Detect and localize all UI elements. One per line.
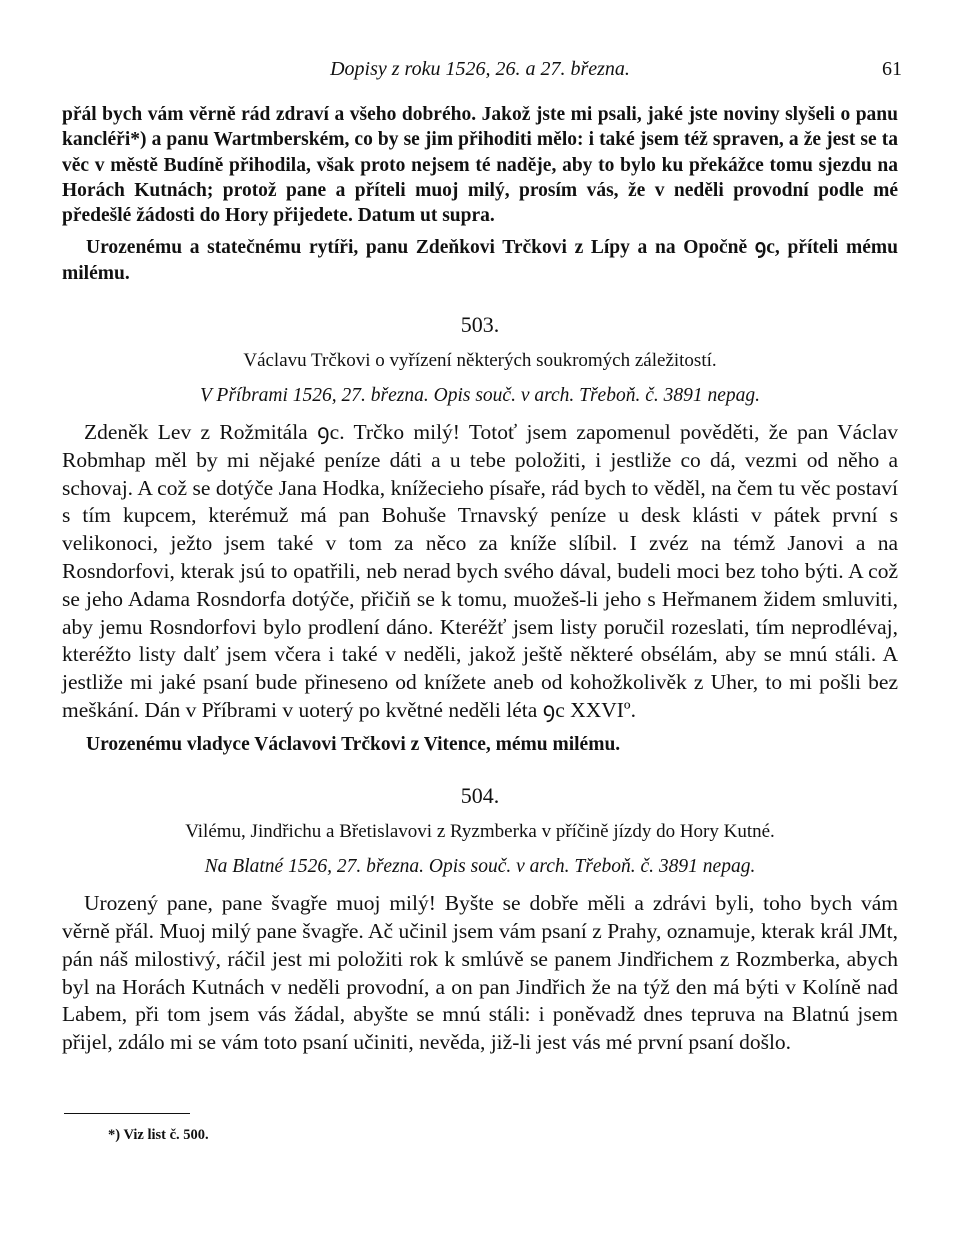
running-title: Dopisy z roku 1526, 26. a 27. března. xyxy=(330,58,630,80)
continued-letter-text: přál bych vám věrně rád zdraví a všeho dobrého. Jakož jste mi psali, jaké jste noviny slyšeli o panu kancléři*) a panu Wartmberském, co by se jim přihoditi mělo: i také jsem též spraven, a že jest se ta věc v městě Budíně přihodila, však proto nejsem té naděje, aby to bylo ku překážce tomu sjezdu na Horách Kutnách; protož pane a příteli muoj milý, prosím vás, že v neděli provodní podle mé předešlé žádosti do Hory přijedete. Datum ut supra. xyxy=(62,104,898,227)
letter-address: Urozenému vladyce Václavovi Trčkovi z Vitence, mému milému. xyxy=(86,733,621,755)
footnote-divider xyxy=(64,1113,190,1114)
document-503 xyxy=(62,311,898,757)
document-number: 504. xyxy=(460,783,500,809)
document-regest: Václavu Trčkovi o vyřízení některých soukromých záležitostí. xyxy=(243,350,717,372)
page-number: 61 xyxy=(882,58,902,80)
footnote: *) Viz list č. 500. xyxy=(108,1127,209,1143)
document-504 xyxy=(62,782,898,1057)
document-regest: Vilému, Jindřichu a Břetislavovi z Ryzmberka v příčině jízdy do Hory Kutné. xyxy=(185,821,775,843)
letter-address: Urozenému a statečnému rytíři, panu Zdeňkovi Trčkovi z Lípy a na Opočně ꝯc, příteli mému milému. xyxy=(62,237,898,284)
letter-text: Urozený pane, pane švagře muoj milý! Byšte se dobře měli a zdrávi byli, toho bych vám věrně přál. Muoj milý pane švagře. Ač učinil jsem vám psaní z Prahy, oznamuje, kterak král JMt, pán náš milostivý, ráčil jest mi položiti rok k smlúvě se panem Jindřichem z Rozmberka, abych byl na Horách Kutnách v neděli provodní, a on pan Jindřich že na týž den má býti v Kolíně nad Labem, při tom jsem vás žádal, abyšte se mnú stáli: i poněvadž dnes tepruva na Blatnú jsem přijel, zdálo mi se vám toto psaní učiniti, nevěda, již-li jest vás mé první psaní došlo. xyxy=(62,891,898,1055)
document-number: 503. xyxy=(460,312,500,338)
page-body xyxy=(62,102,898,1057)
document-source: V Příbrami 1526, 27. března. Opis souč. v arch. Třeboň. č. 3891 nepag. xyxy=(199,385,761,407)
document-source: Na Blatné 1526, 27. března. Opis souč. v arch. Třeboň. č. 3891 nepag. xyxy=(204,856,756,878)
letter-text: Zdeněk Lev z Rožmitála ꝯc. Trčko milý! Totoť jsem zapomenul pověděti, že pan Václav Robmhap měl by mi nějaké peníze dáti a u tebe položiti, i jestliže co dá, vezmi od něho a schovaj. A což se dotýče Jana Hodka, knížecieho písaře, rád bych to věděl, na čem tu věc postaví s tím kupcem, kterémuž má pan Bohuše Trnavský peníze u desk klásti v pátek první s velikonoci, ježto jsem také v tom za něco za kníže slíbil. I zvéz na témž Janovi a na Rosndorfovi, kterak jsú to opatřili, neb nerad bych svého dával, budeli moci bez toho býti. A což se jeho Adama Rosndorfa dotýče, přičiň se k tomu, muožeš-li jeho s Heřmanem židem smluviti, aby jemu Rosndorfovi bylo prodlení dáno. Kteréžť jsem listy poručil rozeslati, tím neprodlévaj, kteréžto listy dalť jsem včera i také v neděli, jakož ještě některé obsélám, aby se mnú stáli. A jestliže mi jaké psaní bude přineseno od knížete aneb od kohožkolivěk z Uher, to mi pošli bez meškání. Dán v Příbrami v uoterý po květné neděli léta ꝯc XXVIº. xyxy=(62,420,898,723)
